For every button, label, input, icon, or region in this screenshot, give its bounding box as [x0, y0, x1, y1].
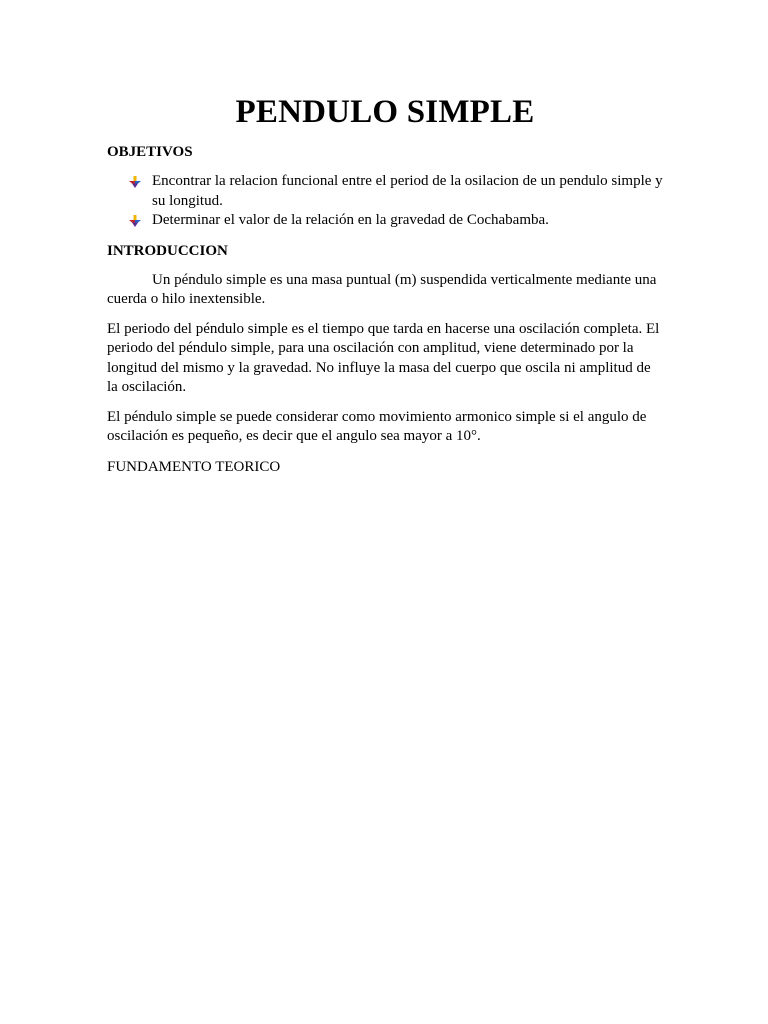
document-title: PENDULO SIMPLE — [235, 94, 535, 130]
objetivos-list — [107, 172, 663, 231]
arrow-down-bullet-icon — [129, 215, 141, 227]
introduccion-heading: INTRODUCCION — [107, 242, 228, 259]
document-page — [107, 92, 663, 477]
objetivo-text: Encontrar la relacion funcional entre el period de la osilacion de un pendulo simple y su longitud. — [152, 173, 663, 209]
list-item — [107, 211, 663, 231]
fundamento-heading: FUNDAMENTO TEORICO — [107, 458, 281, 475]
paragraph: Un péndulo simple es una masa puntual (m) suspendida verticalmente mediante una cuerda o hilo inextensible. — [107, 271, 657, 307]
paragraph: El péndulo simple se puede considerar como movimiento armonico simple si el angulo de oscilación es pequeño, es decir que el angulo sea mayor a 10°. — [107, 408, 647, 444]
objetivos-heading: OBJETIVOS — [107, 144, 193, 160]
paragraph: El periodo del péndulo simple es el tiempo que tarda en hacerse una oscilación completa. El periodo del péndulo simple, para una oscilación con amplitud, viene determinado por la longitud del mismo y la gravedad. No influye la masa del cuerpo que oscila ni amplitud de la oscilación. — [107, 320, 660, 395]
objetivo-text: Determinar el valor de la relación en la gravedad de Cochabamba. — [152, 212, 549, 228]
arrow-down-bullet-icon — [129, 176, 141, 188]
list-item — [107, 172, 663, 211]
